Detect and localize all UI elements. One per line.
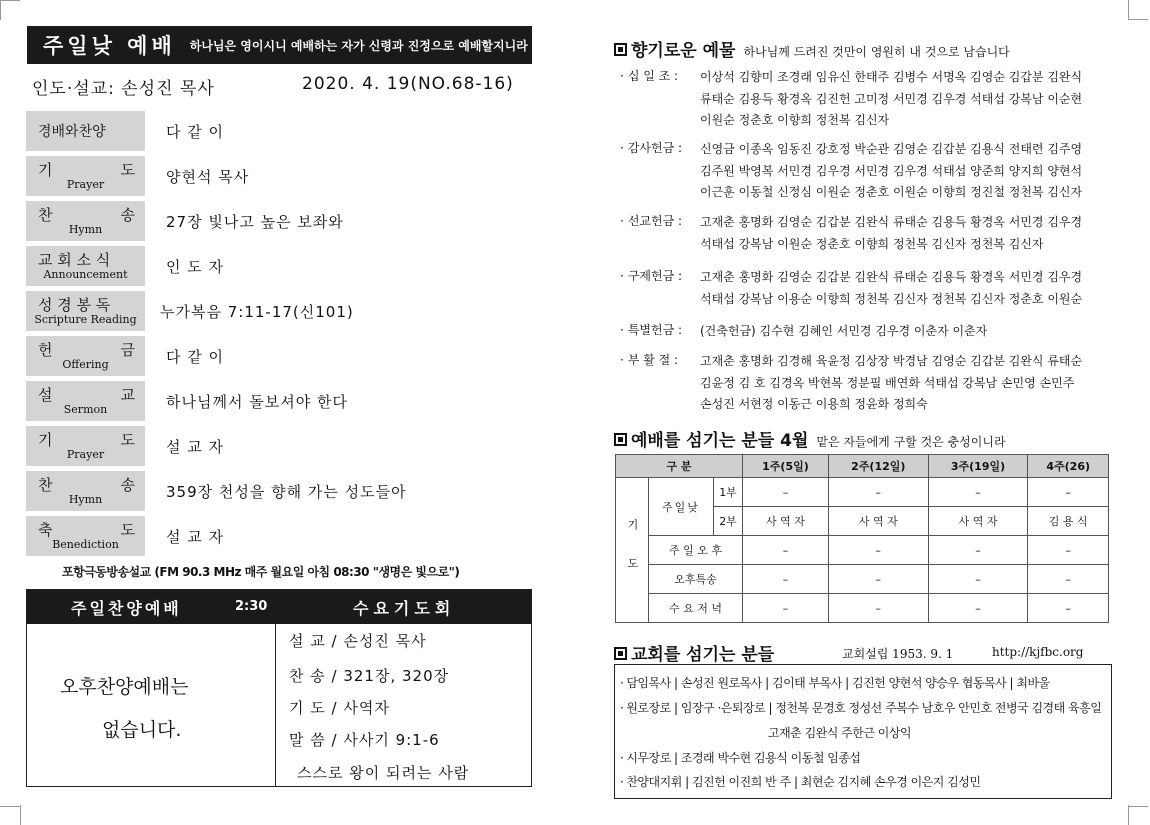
table-row: 오후특송 – – – –: [616, 565, 1109, 594]
offering-row: · 특별헌금 : (건축헌금) 김수현 김혜인 서민경 김우경 이춘자 이춘자: [620, 321, 1120, 343]
wednesday-line: 찬 송 / 321장, 320장: [289, 667, 450, 685]
order-label: 경배와찬양: [26, 111, 145, 151]
order-value: 하나님께서 돌보셔야 한다: [166, 393, 348, 411]
wednesday-line: 말 씀 / 사사기 9:1-6: [289, 731, 440, 749]
table-header-row: 구 분 1주(5일) 2주(12일) 3주(19일) 4주(26): [616, 455, 1109, 478]
church-url[interactable]: http://kjfbc.org: [992, 645, 1084, 659]
church-founded: 교회설립 1953. 9. 1: [842, 647, 954, 661]
crop-mark: [1128, 19, 1148, 20]
crop-mark: [1128, 0, 1129, 20]
order-row: [26, 246, 526, 286]
offering-row: · 부 활 절 : 고재춘 홍명화 김경해 육윤정 김상장 박경남 김영순 김갑분 김완식 류태순 김윤정 김 호 김경옥 박현복 정분필 배연화 석태섭 강복남 손민영 손민주 손성진 서현정 이동근 이용희 정윤화 정희숙: [620, 351, 1120, 417]
afternoon-title: 주일찬양예배: [71, 599, 182, 618]
service-verse: 하나님은 영이시니 예배하는 자가 신령과 진정으로 예배할지니라: [189, 38, 528, 53]
servers-section-title: 예배를 섬기는 분들 4월 맡은 자들에게 구할 것은 충성이니라: [614, 426, 1006, 451]
order-row: [26, 336, 526, 376]
crop-mark: [1128, 806, 1148, 807]
order-label: 찬 송 Hymn: [26, 471, 145, 511]
staff-line: · 원로장로 | 임장구 ·은퇴장로 | 정천복 문경호 정성선 주복수 남호우 안민호 전병국 김경태 육흥일: [620, 699, 1101, 716]
afternoon-time: 2:30: [235, 599, 268, 614]
staff-line: · 시무장로 | 조경래 박수현 김용식 이동철 임종섭: [620, 749, 861, 766]
order-label: 찬 송 Hymn: [26, 201, 145, 241]
order-row: [26, 516, 526, 556]
wednesday-title: 수요기도회: [353, 599, 456, 618]
offering-row: · 선교헌금 : 고재춘 홍명화 김영순 김갑분 김완식 류태순 김용득 황경옥 서민경 김우경 석태섭 강복남 이원순 정춘호 이향희 정천복 김신자 정천복 김신자: [620, 212, 1120, 256]
sunday-service-header: [27, 26, 532, 64]
table-row: 수 요 저 녁 – – – –: [616, 594, 1109, 623]
wednesday-line: 설 교 / 손성진 목사: [289, 632, 427, 650]
order-row: [26, 156, 526, 196]
square-bullet-icon: [614, 433, 627, 446]
order-label: 축 도 Benediction: [26, 516, 145, 556]
order-label: 헌 금 Offering: [26, 336, 145, 376]
order-value: 27장 빛나고 높은 보좌와: [166, 213, 344, 231]
offering-row: · 십 일 조 : 이상석 김향미 조경래 임유신 한태주 김병수 서명옥 김영순 김갑분 김완식 류태순 김용득 황경옥 김진헌 고미정 서민경 김우경 석태섭 강복남 이순현 이원순 정춘호 이향희 정천복 김신자: [620, 67, 1120, 133]
afternoon-notice: 오후찬양예배는: [60, 676, 189, 698]
square-bullet-icon: [614, 43, 627, 56]
sunday-label: 주일낮: [649, 478, 714, 536]
crop-mark: [0, 0, 1, 20]
order-value: 설 교 자: [166, 438, 225, 456]
order-label: 성 경 봉 독 Scripture Reading: [26, 291, 145, 331]
crop-mark: [20, 805, 21, 825]
order-row: [26, 201, 526, 241]
order-label: 기 도 Prayer: [26, 156, 145, 196]
order-label: 기 도 Prayer: [26, 426, 145, 466]
square-bullet-icon: [614, 647, 627, 660]
broadcast-notice: 포항극동방송설교 (FM 90.3 MHz 매주 월요일 아침 08:30 "생명은 빛으로"): [62, 565, 460, 579]
wednesday-line: 스스로 왕이 되려는 사람: [297, 764, 470, 782]
staff-line: · 찬양대지휘 | 김진헌 이진희 반 주 | 최현순 김지혜 손우경 이은지 김성민: [620, 773, 980, 790]
order-row: [26, 111, 526, 151]
offering-row: · 구제헌금 : 고재춘 홍명화 김영순 김갑분 김완식 류태순 김용득 황경옥 서민경 김우경 석태섭 강복남 이용순 이향희 정천복 김신자 정천복 김신자 정춘호 이원순: [620, 267, 1120, 311]
order-value: 인 도 자: [166, 258, 225, 276]
crop-mark: [1128, 805, 1129, 825]
servers-table: [615, 454, 1109, 623]
afternoon-notice: 없습니다.: [102, 719, 182, 741]
table-row: 기 도 주일낮 1부 – – – –: [616, 478, 1109, 507]
divider: [275, 624, 276, 786]
preacher-line: 인도·설교: 손성진 목사: [32, 79, 215, 99]
order-label: 교 회 소 식 Announcement: [26, 246, 145, 286]
offering-row: · 감사헌금 : 신영금 이종옥 임동진 강호정 박순관 김영순 김갑분 김용식 전태련 김주영 김주원 박영복 서민경 김우경 서민경 김우경 석태섭 양준희 양지희 양현석 이근훈 이동철 신정심 이원순 정춘호 이원순 이향희 정진철 정천복 김신자: [620, 139, 1120, 205]
order-value: 양현석 목사: [166, 168, 250, 186]
group-label: 기 도: [616, 478, 649, 623]
order-row: [26, 471, 526, 511]
bulletin-date: 2020. 4. 19(NO.68-16): [302, 74, 514, 94]
offerings-section-title: 향기로운 예물 하나님께 드려진 것만이 영원히 내 것으로 남습니다: [614, 36, 1010, 61]
church-section-title: 교회를 섬기는 분들: [614, 640, 774, 665]
table-row: 2부 사 역 자 사 역 자 사 역 자 김 용 식: [616, 507, 1109, 536]
order-row: [26, 291, 526, 331]
crop-mark: [0, 0, 20, 1]
service-title: 주일낮 예배: [43, 34, 176, 58]
staff-line: · 담임목사 | 손성진 원로목사 | 김이태 부목사 | 김진헌 양현석 양승우 협동목사 | 최바울: [620, 674, 1050, 691]
order-row: [26, 426, 526, 466]
wednesday-line: 기 도 / 사역자: [289, 699, 390, 717]
table-row: 주 일 오 후 – – – –: [616, 536, 1109, 565]
afternoon-wednesday-header: [27, 590, 531, 624]
order-value: 다 같 이: [166, 348, 225, 366]
staff-line: 고재춘 김완식 주한근 이상익: [768, 726, 912, 740]
order-value: 다 같 이: [166, 123, 225, 141]
crop-mark: [0, 806, 20, 807]
order-value: 설 교 자: [166, 528, 225, 546]
order-value: 누가복음 7:11-17(신101): [160, 303, 354, 321]
order-value: 359장 천성을 향해 가는 성도들아: [166, 483, 407, 501]
order-row: [26, 381, 526, 421]
order-label: 설 교 Sermon: [26, 381, 145, 421]
